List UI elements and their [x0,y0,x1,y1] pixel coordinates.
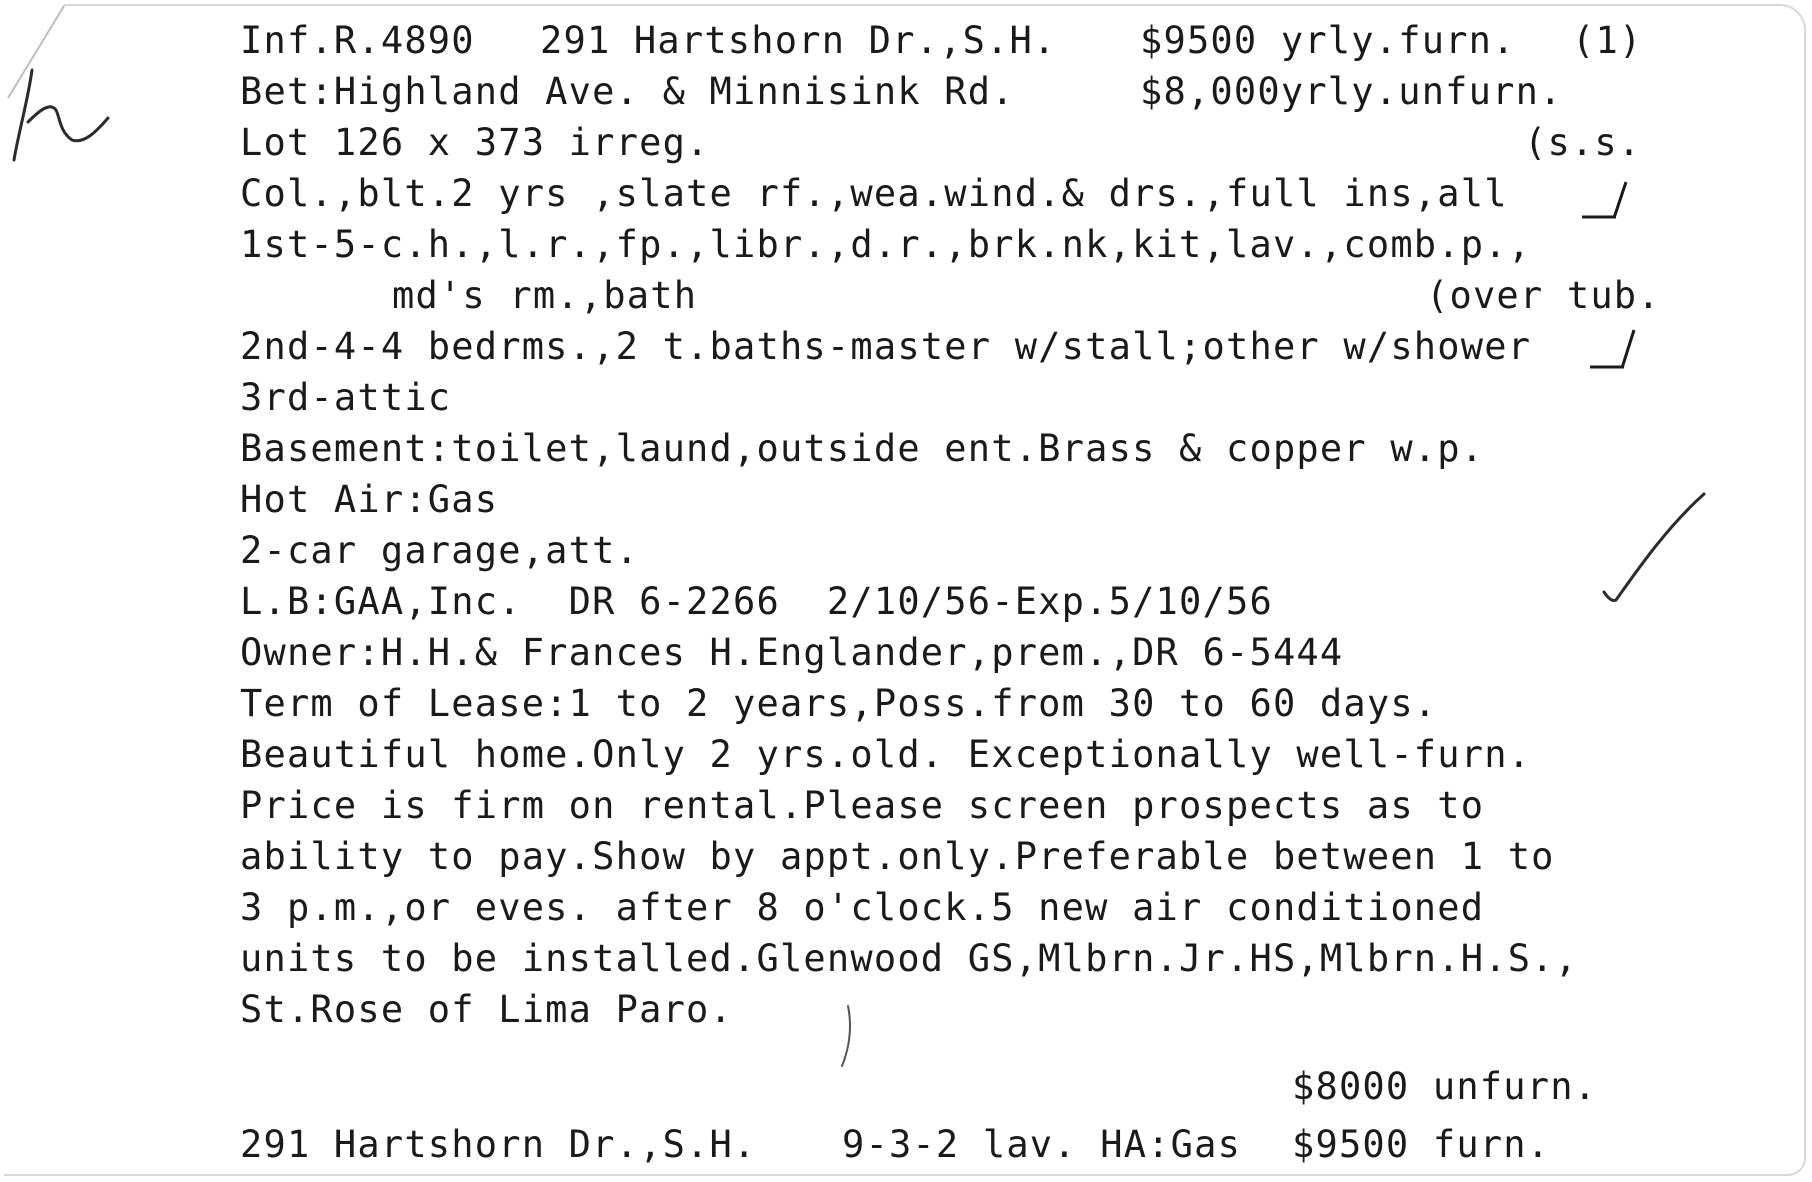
construction-details: Col.,blt.2 yrs ,slate rf.,wea.wind.& drs.,full ins,all [240,172,1508,215]
heating: Hot Air:Gas [240,478,499,521]
remarks-line: Price is firm on rental.Please screen prospects as to [240,784,1485,827]
owner: Owner:H.H.& Frances H.Englander,prem.,DR 6-5444 [240,631,1344,674]
lot-size: Lot 126 x 373 irreg. [240,121,710,164]
first-floor-note: (over tub. [1426,274,1661,317]
footer-summary: 9-3-2 lav. HA:Gas [842,1123,1242,1166]
second-floor: 2nd-4-4 bedrms.,2 t.baths-master w/stall;other w/shower [240,325,1532,368]
footer-address: 291 Hartshorn Dr.,S.H. [240,1123,757,1166]
lease-terms: Term of Lease:1 to 2 years,Poss.from 30 to 60 days. [240,682,1438,725]
lot-note: (s.s. [1524,121,1642,164]
remarks-line: 3 p.m.,or eves. after 8 o'clock.5 new air conditioned [240,886,1485,929]
remarks-line: units to be installed.Glenwood GS,Mlbrn.Jr.HS,Mlbrn.H.S., [240,937,1579,980]
property-address: 291 Hartshorn Dr.,S.H. [540,19,1057,62]
footer-unfurnished-price: $8000 unfurn. [1292,1065,1598,1108]
card-number: (1) [1572,19,1643,62]
listing-number: Inf.R.4890 [240,19,475,62]
basement: Basement:toilet,laund,outside ent.Brass & copper w.p. [240,427,1485,470]
unfurnished-price: $8,000yrly.unfurn. [1140,70,1563,113]
listing-broker: L.B:GAA,Inc. DR 6-2266 2/10/56-Exp.5/10/56 [240,580,1273,623]
footer-furnished-price: $9500 furn. [1292,1123,1551,1166]
first-floor-line-2: md's rm.,bath [392,274,698,317]
remarks-line: ability to pay.Show by appt.only.Preferable between 1 to [240,835,1555,878]
garage: 2-car garage,att. [240,529,640,572]
remarks-line: St.Rose of Lima Paro. [240,988,733,1031]
remarks-line: Beautiful home.Only 2 yrs.old. Exceptionally well-furn. [240,733,1532,776]
cross-streets: Bet:Highland Ave. & Minnisink Rd. [240,70,1015,113]
third-floor: 3rd-attic [240,376,452,419]
first-floor-line-1: 1st-5-c.h.,l.r.,fp.,libr.,d.r.,brk.nk,kit,lav.,comb.p., [240,223,1532,266]
furnished-price: $9500 yrly.furn. [1140,19,1516,62]
